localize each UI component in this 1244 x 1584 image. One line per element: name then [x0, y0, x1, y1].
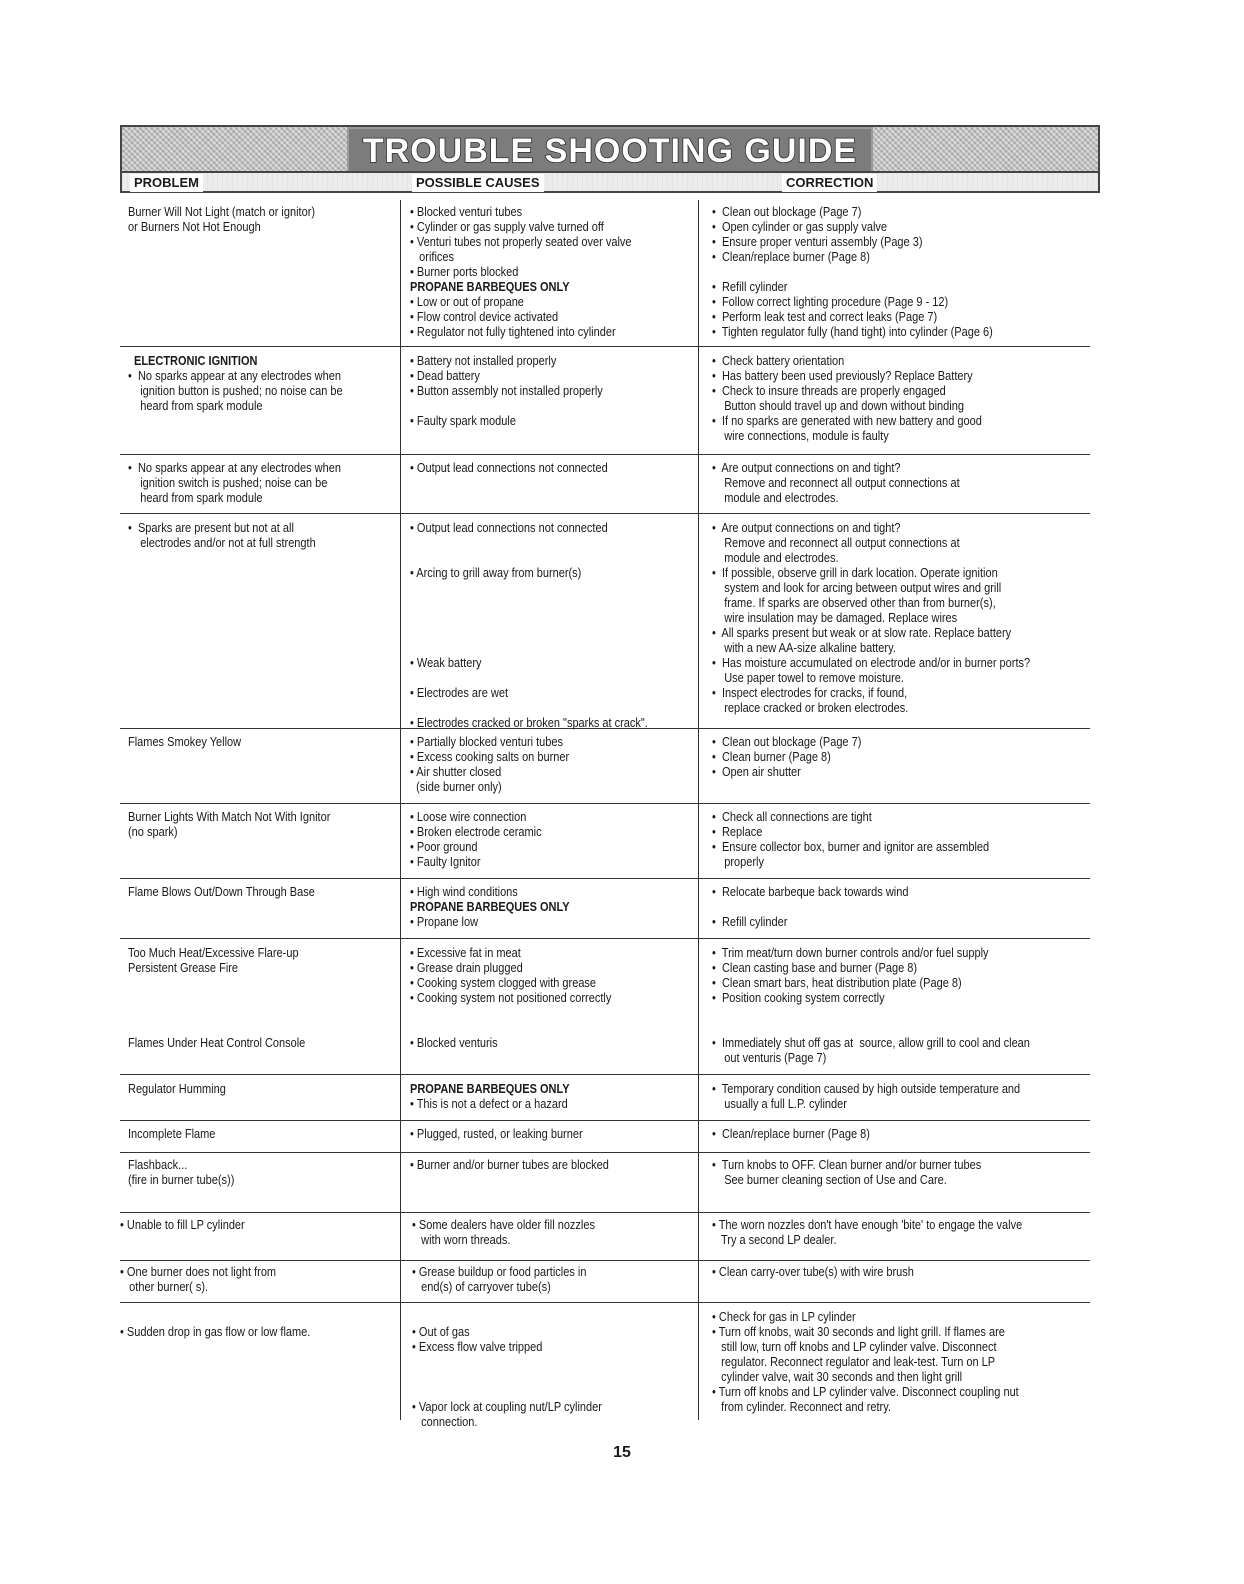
row-divider [120, 878, 1090, 879]
row-divider [120, 513, 1090, 514]
correction-text: • Clean/replace burner (Page 8) [712, 1127, 870, 1141]
causes-text: • Grease buildup or food particles in end(s) of carryover tube(s) [412, 1265, 587, 1294]
problem-text: • One burner does not light from other burner( s). [120, 1265, 277, 1294]
causes-text: • Partially blocked venturi tubes • Excess cooking salts on burner • Air shutter closed (side burner only) [410, 735, 570, 794]
causes-text [410, 885, 570, 930]
problem-text: Flame Blows Out/Down Through Base [128, 885, 315, 899]
correction-text: • Trim meat/turn down burner controls and/or fuel supply • Clean casting base and burner (Page 8) • Clean smart bars, heat distribution plate (Page 8) • Position cooking system correctly [712, 946, 989, 1005]
causes-text [410, 1082, 570, 1112]
correction-text: • Immediately shut off gas at source, allow grill to cool and clean out venturis (Page 7) [712, 1036, 1030, 1065]
problem-text: Incomplete Flame [128, 1127, 216, 1141]
problem-text: Flames Smokey Yellow [128, 735, 242, 749]
cause-line: • Burner ports blocked [410, 265, 519, 279]
row-divider [120, 1212, 1090, 1213]
row-divider [120, 1120, 1090, 1121]
problem-text: Flames Under Heat Control Console [128, 1036, 306, 1050]
problem-text: • No sparks appear at any electrodes when ignition switch is pushed; noise can be heard from spark module [128, 461, 341, 505]
causes-text: • Excessive fat in meat • Grease drain plugged • Cooking system clogged with grease • Cooking system not positioned correctly [410, 946, 612, 1005]
section-subheading: PROPANE BARBEQUES ONLY [410, 280, 570, 294]
problem-text: Too Much Heat/Excessive Flare-up Persistent Grease Fire [128, 946, 299, 975]
cause-line: • Low or out of propane [410, 295, 524, 309]
cause-line: • Regulator not fully tightened into cylinder [410, 325, 616, 339]
correction-text: • Are output connections on and tight? Remove and reconnect all output connections at module and electrodes. • If possible, observe grill in dark location. Operate ignition system and look for arcing between output wires and grill frame. If sparks are observed other than from burner(s), wire insulation may be damaged. Replace wires • All sparks present but weak or at slow rate. Replace battery with a new AA-size alkaline battery. • Has moisture accumulated on electrode and/or in burner ports? Use paper towel to remove moisture. • Inspect electrodes for cracks, if found, replace cracked or broken electrodes. [712, 521, 1031, 715]
title-banner [120, 125, 1100, 171]
problem-text: • Sparks are present but not at all electrodes and/or not at full strength [128, 521, 316, 550]
row-divider [120, 803, 1090, 804]
row-divider [120, 1302, 1090, 1303]
problem-text: Flashback... (fire in burner tube(s)) [128, 1158, 235, 1187]
causes-text: • Output lead connections not connected • Arcing to grill away from burner(s) • Weak battery • Electrodes are wet • Electrodes cracked or broken "sparks at crack". [410, 521, 648, 730]
cause-line: orifices [419, 250, 455, 264]
cause-line: • Propane low [410, 915, 479, 929]
problem-text: • Sudden drop in gas flow or low flame. [120, 1325, 311, 1339]
cause-line: • Flow control device activated [410, 310, 559, 324]
column-divider [698, 200, 699, 1420]
correction-text: • Check for gas in LP cylinder • Turn off knobs, wait 30 seconds and light grill. If flames are still low, turn off knobs and LP cylinder valve. Disconnect regulator. Reconnect regulator and leak-test. Turn on LP cylinder valve, wait 30 seconds and then light grill • Turn off knobs and LP cylinder valve. Disconnect coupling nut from cylinder. Reconnect and retry. [712, 1310, 1019, 1414]
causes-text: • Blocked venturis [410, 1036, 498, 1050]
correction-text: • Relocate barbeque back towards wind • Refill cylinder [712, 885, 909, 929]
column-divider [400, 200, 401, 1420]
correction-text: • Check battery orientation • Has battery been used previously? Replace Battery • Check to insure threads are properly engaged Button should travel up and down without binding • If no sparks are generated with new battery and good wire connections, module is faulty [712, 354, 982, 443]
causes-text: • Plugged, rusted, or leaking burner [410, 1127, 583, 1141]
causes-text: • Output lead connections not connected [410, 461, 608, 475]
causes-text: • Loose wire connection • Broken electrode ceramic • Poor ground • Faulty Ignitor [410, 810, 542, 869]
section-subheading: PROPANE BARBEQUES ONLY [410, 900, 570, 914]
row-divider [120, 1260, 1090, 1261]
causes-text: • Battery not installed properly • Dead battery • Button assembly not installed properly • Faulty spark module [410, 354, 603, 428]
correction-text: • The worn nozzles don't have enough 'bite' to engage the valve Try a second LP dealer. [712, 1218, 1023, 1247]
correction-text: • Are output connections on and tight? Remove and reconnect all output connections at module and electrodes. [712, 461, 960, 505]
page-title: TROUBLE SHOOTING GUIDE [349, 129, 871, 171]
table-header [120, 171, 1100, 193]
cause-line: • Blocked venturi tubes [410, 205, 523, 219]
correction-text: • Turn knobs to OFF. Clean burner and/or burner tubes See burner cleaning section of Use and Care. [712, 1158, 982, 1187]
causes-text: • Burner and/or burner tubes are blocked [410, 1158, 609, 1172]
header-problem: PROBLEM [130, 174, 203, 192]
cause-line: • This is not a defect or a hazard [410, 1097, 568, 1111]
causes-text: • Out of gas • Excess flow valve tripped • Vapor lock at coupling nut/LP cylinder connection. [412, 1325, 602, 1429]
cause-line: • High wind conditions [410, 885, 518, 899]
correction-text: • Clean carry-over tube(s) with wire brush [712, 1265, 914, 1279]
header-possible-causes: POSSIBLE CAUSES [412, 174, 544, 192]
page-number: 15 [613, 1444, 631, 1461]
section-subheading: PROPANE BARBEQUES ONLY [410, 1082, 570, 1096]
row-divider [120, 346, 1090, 347]
row-divider [120, 938, 1090, 939]
correction-text: • Clean out blockage (Page 7) • Open cylinder or gas supply valve • Ensure proper venturi assembly (Page 3) • Clean/replace burner (Page 8) • Refill cylinder • Follow correct lighting procedure (Page 9 - 12) • Perform leak test and correct leaks (Page 7) • Tighten regulator fully (hand tight) into cylinder (Page 6) [712, 205, 993, 339]
row-divider [120, 454, 1090, 455]
problem-text: • No sparks appear at any electrodes when ignition button is pushed; no noise can be heard from spark module [128, 369, 343, 413]
causes-text: • Some dealers have older fill nozzles with worn threads. [412, 1218, 595, 1247]
problem-text: Burner Will Not Light (match or ignitor) or Burners Not Hot Enough [128, 205, 316, 234]
problem-heading: ELECTRONIC IGNITION [134, 354, 258, 368]
cause-line: • Cylinder or gas supply valve turned off [410, 220, 604, 234]
problem-text: • Unable to fill LP cylinder [120, 1218, 245, 1232]
correction-text: • Check all connections are tight • Replace • Ensure collector box, burner and ignitor are assembled properly [712, 810, 990, 869]
problem-text: Regulator Humming [128, 1082, 226, 1096]
correction-text: • Temporary condition caused by high outside temperature and usually a full L.P. cylinder [712, 1082, 1021, 1111]
row-divider [120, 1074, 1090, 1075]
cause-line: • Venturi tubes not properly seated over valve [410, 235, 632, 249]
header-correction: CORRECTION [782, 174, 877, 192]
causes-text [410, 205, 632, 340]
row-divider [120, 1152, 1090, 1153]
correction-text: • Clean out blockage (Page 7) • Clean burner (Page 8) • Open air shutter [712, 735, 862, 779]
problem-text: Burner Lights With Match Not With Ignitor (no spark) [128, 810, 331, 839]
